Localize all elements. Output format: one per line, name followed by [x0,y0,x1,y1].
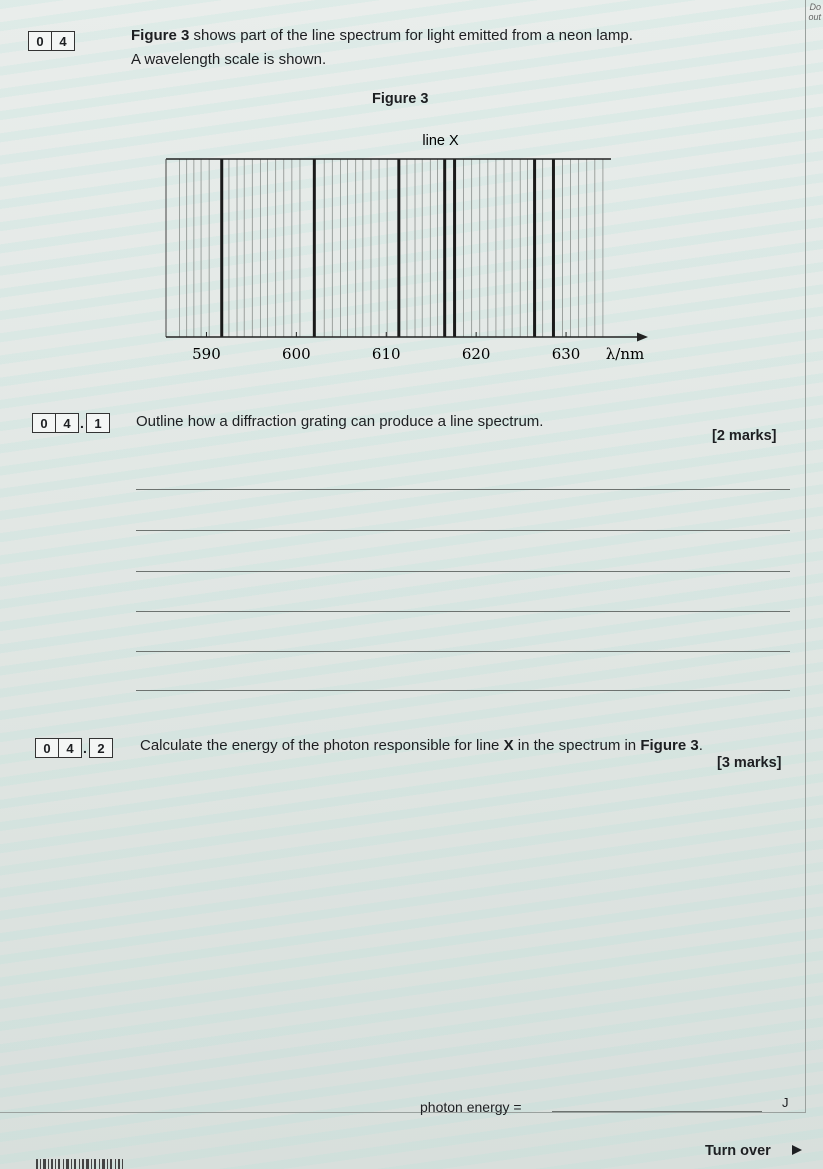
axis-unit-label: λ/nm [605,345,645,363]
question-digit: 0 [32,413,56,433]
axis-tick-label: 600 [282,345,311,363]
corner-margin-note [808,2,821,22]
turn-over-label: Turn over [705,1143,771,1159]
question-04-2-marks: [3 marks] [717,755,782,771]
q42-text-mid: in the spectrum in [513,737,641,754]
fine-spectral-lines [179,159,602,337]
question-digit: 1 [86,413,110,433]
answer-line[interactable] [136,489,790,490]
question-number-04 [28,31,74,51]
corner-note-line-1: Do [809,2,821,12]
question-intro-line-1 [131,27,633,45]
question-digit: 0 [35,738,59,758]
corner-note-line-2: out [808,12,821,22]
q42-text-end: . [698,737,703,754]
question-04-1-text: Outline how a diffraction grating can produce a line spectrum. [136,413,544,430]
axis-tick-label: 620 [461,345,491,363]
question-digit: 4 [51,31,75,51]
answer-line[interactable] [136,571,790,572]
question-04-2-text [140,737,703,755]
answer-line[interactable] [136,690,790,691]
intro-text: shows part of the line spectrum for light emitted from a neon lamp. [189,27,633,44]
question-digit: 2 [89,738,113,758]
answer-line[interactable] [136,611,790,612]
barcode-icon [36,1159,126,1169]
line-x-label: line X [422,133,459,149]
bottom-margin-line [0,1112,806,1113]
question-separator-dot: . [83,740,87,756]
axis-tick-label: 610 [371,345,401,363]
turn-over-arrow-icon [791,1144,803,1156]
answer-line[interactable] [136,651,790,652]
answer-prompt: photon energy = [420,1099,522,1115]
figure-title: Figure 3 [372,91,429,107]
answer-line[interactable] [136,530,790,531]
question-number-04-2 [35,738,112,758]
line-spectrum-figure [0,125,823,365]
q42-text-figure-ref: Figure 3 [640,737,699,754]
question-intro-line-2: A wavelength scale is shown. [131,51,327,68]
question-digit: 0 [28,31,52,51]
question-04-1-marks: [2 marks] [712,428,777,444]
axis-tick-label: 630 [551,345,581,363]
axis-arrowhead [637,333,648,342]
figure-reference: Figure 3 [131,27,190,44]
q42-text-line-x: X [503,737,514,754]
photon-energy-answer-line[interactable] [552,1111,762,1112]
q42-text-pre: Calculate the energy of the photon responsible for line [140,737,504,754]
axis-tick-label: 590 [192,345,221,363]
question-digit: 4 [55,413,79,433]
answer-unit: J [782,1095,789,1110]
question-separator-dot: . [80,415,84,431]
question-number-04-1 [32,413,109,433]
question-digit: 4 [58,738,82,758]
